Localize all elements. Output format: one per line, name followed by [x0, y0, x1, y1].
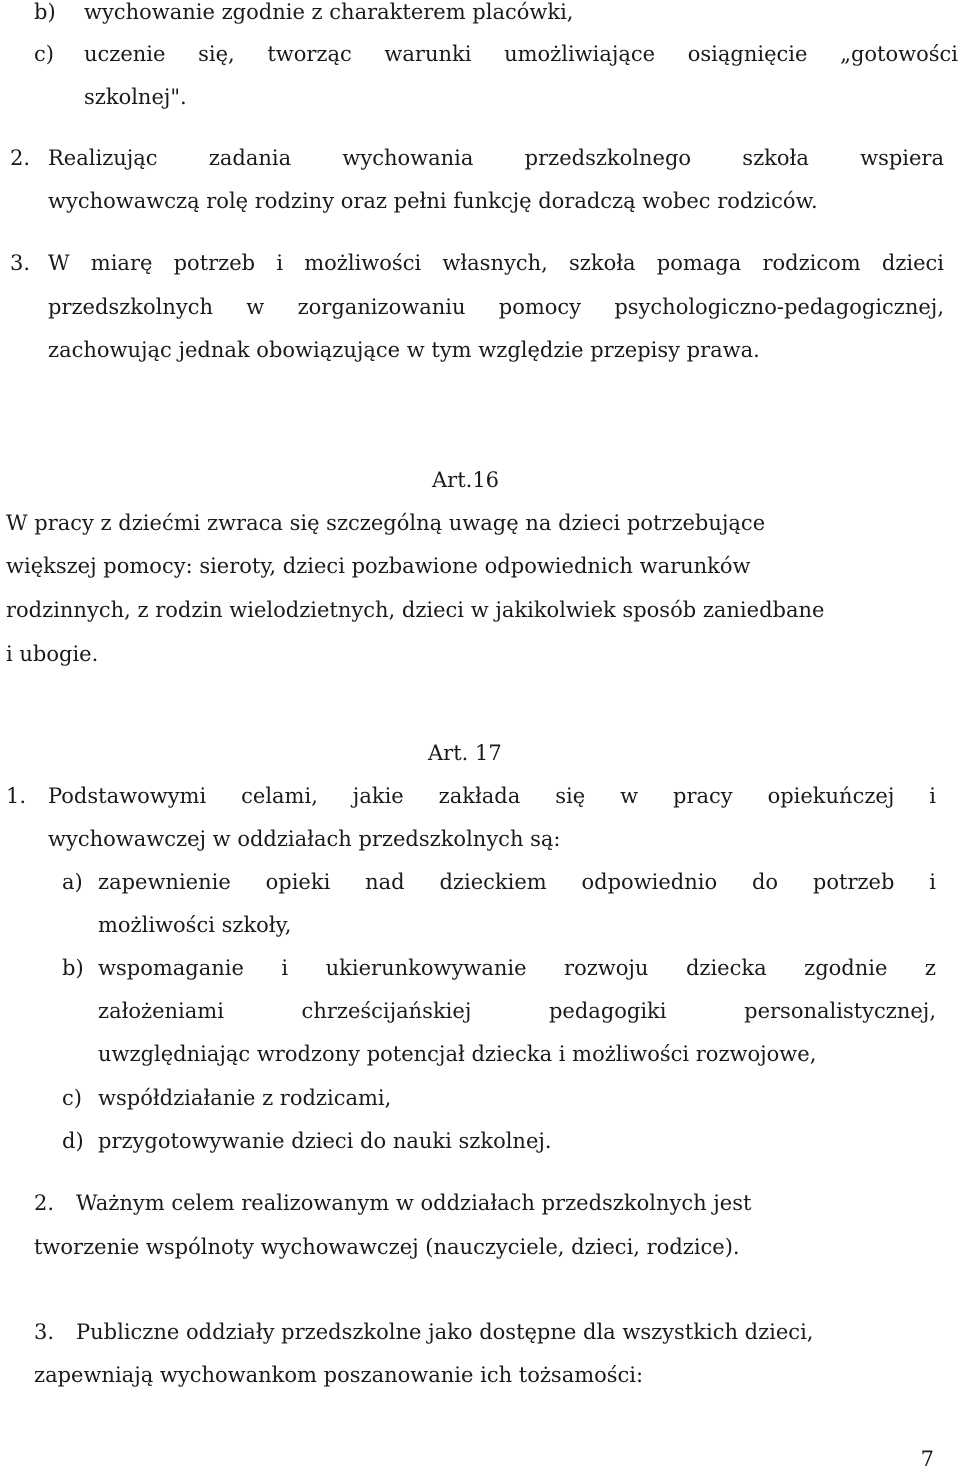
list-marker-c: c) — [62, 1086, 82, 1110]
list-marker-a: a) — [62, 870, 83, 894]
paragraph-line: przedszkolnych w zorganizowaniu pomocy psychologiczno-pedagogicznej, — [48, 295, 944, 319]
list-item-line: możliwości szkoły, — [98, 913, 292, 937]
list-marker-b: b) — [34, 0, 56, 24]
list-item-c-line1: uczenie się, tworząc warunki umożliwiające osiągnięcie „gotowości — [84, 42, 958, 66]
list-marker-b: b) — [62, 956, 84, 980]
paragraph-line: zapewniają wychowankom poszanowanie ich tożsamości: — [34, 1363, 644, 1387]
paragraph-line: Realizując zadania wychowania przedszkolnego szkoła wspiera — [48, 146, 944, 170]
list-item-line: przygotowywanie dzieci do nauki szkolnej. — [98, 1129, 552, 1153]
paragraph-marker: 3. — [34, 1320, 55, 1344]
paragraph-marker: 2. — [34, 1191, 55, 1215]
list-item-b-text: wychowanie zgodnie z charakterem placówki, — [84, 0, 574, 24]
paragraph-line: zachowując jednak obowiązujące w tym względzie przepisy prawa. — [48, 338, 760, 362]
paragraph-line: wychowawczej w oddziałach przedszkolnych są: — [48, 827, 561, 851]
paragraph-marker: 3. — [10, 251, 31, 275]
list-item-line: wspomaganie i ukierunkowywanie rozwoju dziecka zgodnie z — [98, 956, 936, 980]
paragraph-line: i ubogie. — [6, 642, 99, 666]
list-item-line: zapewnienie opieki nad dzieckiem odpowiednio do potrzeb i — [98, 870, 936, 894]
paragraph-marker: 1. — [6, 784, 27, 808]
paragraph-line: W pracy z dziećmi zwraca się szczególną uwagę na dzieci potrzebujące — [6, 511, 766, 535]
list-marker-d: d) — [62, 1129, 84, 1153]
paragraph-line: większej pomocy: sieroty, dzieci pozbawione odpowiednich warunków — [6, 554, 751, 578]
paragraph-line: rodzinnych, z rodzin wielodzietnych, dzieci w jakikolwiek sposób zaniedbane — [6, 598, 825, 622]
paragraph-marker: 2. — [10, 146, 31, 170]
paragraph-line: Ważnym celem realizowanym w oddziałach przedszkolnych jest — [76, 1191, 752, 1215]
article-heading: Art.16 — [432, 468, 500, 492]
paragraph-line: wychowawczą rolę rodziny oraz pełni funkcję doradczą wobec rodziców. — [48, 189, 818, 213]
paragraph-line: Podstawowymi celami, jakie zakłada się w pracy opiekuńczej i — [48, 784, 936, 808]
list-item-line: założeniami chrześcijańskiej pedagogiki personalistycznej, — [98, 999, 936, 1023]
paragraph-line: tworzenie wspólnoty wychowawczej (nauczyciele, dzieci, rodzice). — [34, 1235, 740, 1259]
article-heading: Art. 17 — [428, 741, 502, 765]
list-item-line: współdziałanie z rodzicami, — [98, 1086, 392, 1110]
paragraph-line: W miarę potrzeb i możliwości własnych, szkoła pomaga rodzicom dzieci — [48, 251, 944, 275]
page-number: 7 — [920, 1447, 934, 1471]
list-marker-c: c) — [34, 42, 54, 66]
paragraph-line: Publiczne oddziały przedszkolne jako dostępne dla wszystkich dzieci, — [76, 1320, 814, 1344]
list-item-c-line2: szkolnej". — [84, 85, 187, 109]
list-item-line: uwzględniając wrodzony potencjał dziecka i możliwości rozwojowe, — [98, 1042, 817, 1066]
